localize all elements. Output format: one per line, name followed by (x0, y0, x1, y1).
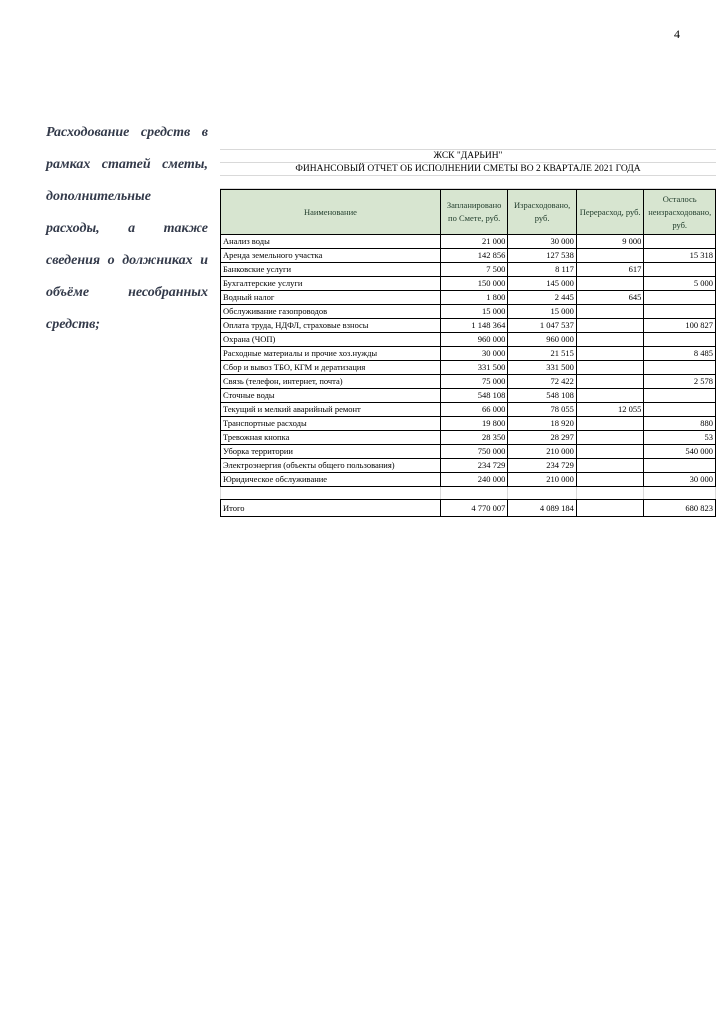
cell-plan: 150 000 (440, 277, 508, 291)
cell-name: Бухгалтерские услуги (221, 277, 441, 291)
side-word: средств (140, 125, 191, 140)
cell-over: 12 055 (576, 403, 644, 417)
cell-spent: 960 000 (508, 333, 577, 347)
side-word: сведения (46, 253, 101, 268)
side-word: о (107, 253, 115, 268)
cell-spent: 18 920 (508, 417, 577, 431)
table-row (221, 389, 716, 403)
side-line (46, 181, 208, 213)
cell-left (644, 459, 716, 473)
cell-over (576, 361, 644, 375)
page-number: 4 (674, 27, 680, 41)
cell-spent: 127 538 (508, 249, 577, 263)
blank-cell (576, 487, 644, 500)
side-word: должниках (122, 253, 193, 268)
table-row (221, 375, 716, 389)
table-row (221, 305, 716, 319)
cell-name: Транспортные расходы (221, 417, 441, 431)
cell-over (576, 277, 644, 291)
cell-left (644, 263, 716, 277)
cell-name: Тревожная кнопка (221, 431, 441, 445)
cell-spent: 78 055 (508, 403, 577, 417)
cell-plan: 66 000 (440, 403, 508, 417)
side-line (46, 277, 208, 309)
cell-name: Связь (телефон, интернет, почта) (221, 375, 441, 389)
side-line (46, 213, 208, 245)
side-word: расходы, (46, 221, 100, 236)
side-line (46, 309, 208, 341)
cell-over (576, 375, 644, 389)
cell-name: Аренда земельного участка (221, 249, 441, 263)
side-word: статей (101, 157, 151, 172)
cell-plan: 548 108 (440, 389, 508, 403)
total-left: 680 823 (644, 500, 716, 517)
cell-name: Анализ воды (221, 235, 441, 249)
table-row (221, 277, 716, 291)
cell-plan: 7 500 (440, 263, 508, 277)
cell-plan: 750 000 (440, 445, 508, 459)
cell-plan: 19 800 (440, 417, 508, 431)
cell-plan: 21 000 (440, 235, 508, 249)
cell-left (644, 403, 716, 417)
side-line (46, 149, 208, 181)
cell-plan: 30 000 (440, 347, 508, 361)
table-row (221, 473, 716, 487)
cell-name: Обслуживание газопроводов (221, 305, 441, 319)
total-name: Итого (221, 500, 441, 517)
cell-name: Юридическое обслуживание (221, 473, 441, 487)
blank-cell (221, 487, 441, 500)
side-word: объёме (46, 285, 90, 300)
cell-name: Сбор и вывоз ТБО, КГМ и дератизация (221, 361, 441, 375)
cell-name: Охрана (ЧОП) (221, 333, 441, 347)
header-left: Осталось неизрасходовано, руб. (644, 190, 716, 235)
cell-name: Уборка территории (221, 445, 441, 459)
header-over: Перерасход, руб. (576, 190, 644, 235)
cell-over (576, 473, 644, 487)
cell-spent: 8 117 (508, 263, 577, 277)
cell-left: 53 (644, 431, 716, 445)
side-paragraph (46, 117, 208, 341)
cell-over (576, 333, 644, 347)
total-spent: 4 089 184 (508, 500, 577, 517)
side-line (46, 117, 208, 149)
blank-cell (644, 487, 716, 500)
report-table (220, 189, 716, 517)
report-org: ЖСК "ДАРЬИН" (220, 150, 716, 163)
blank-cell (508, 487, 577, 500)
cell-spent: 234 729 (508, 459, 577, 473)
table-row (221, 249, 716, 263)
report-body (221, 235, 716, 487)
side-word: несобранных (128, 285, 208, 300)
table-header-row (221, 190, 716, 235)
side-line (46, 245, 208, 277)
cell-left (644, 235, 716, 249)
cell-over (576, 389, 644, 403)
side-word: также (163, 221, 208, 236)
cell-left: 30 000 (644, 473, 716, 487)
financial-report-sheet (220, 141, 716, 517)
table-row (221, 361, 716, 375)
table-row (221, 445, 716, 459)
cell-over: 645 (576, 291, 644, 305)
total-row (221, 500, 716, 517)
side-word: а (128, 221, 136, 236)
cell-over (576, 319, 644, 333)
table-row (221, 403, 716, 417)
cell-over (576, 459, 644, 473)
side-word: рамках (46, 157, 91, 172)
cell-spent: 548 108 (508, 389, 577, 403)
cell-left (644, 305, 716, 319)
table-row (221, 333, 716, 347)
total-plan: 4 770 007 (440, 500, 508, 517)
cell-plan: 28 350 (440, 431, 508, 445)
table-row (221, 347, 716, 361)
cell-over (576, 347, 644, 361)
cell-left: 540 000 (644, 445, 716, 459)
cell-spent: 331 500 (508, 361, 577, 375)
total-over (576, 500, 644, 517)
cell-over (576, 445, 644, 459)
side-word: дополнительные (46, 189, 151, 204)
cell-over (576, 431, 644, 445)
cell-over (576, 417, 644, 431)
cell-spent: 21 515 (508, 347, 577, 361)
cell-name: Электроэнергия (объекты общего пользования) (221, 459, 441, 473)
cell-left: 2 578 (644, 375, 716, 389)
cell-plan: 240 000 (440, 473, 508, 487)
cell-name: Текущий и мелкий аварийный ремонт (221, 403, 441, 417)
cell-plan: 142 856 (440, 249, 508, 263)
cell-over: 9 000 (576, 235, 644, 249)
report-title: ФИНАНСОВЫЙ ОТЧЕТ ОБ ИСПОЛНЕНИИ СМЕТЫ ВО 2 КВАРТАЛЕ 2021 ГОДА (220, 163, 716, 176)
cell-over (576, 305, 644, 319)
table-row (221, 319, 716, 333)
side-word: и (200, 253, 208, 268)
cell-plan: 1 148 364 (440, 319, 508, 333)
cell-spent: 210 000 (508, 445, 577, 459)
cell-name: Расходные материалы и прочие хоз.нужды (221, 347, 441, 361)
table-row (221, 291, 716, 305)
cell-left (644, 291, 716, 305)
blank-row (221, 487, 716, 500)
cell-name: Оплата труда, НДФЛ, страховые взносы (221, 319, 441, 333)
cell-plan: 75 000 (440, 375, 508, 389)
table-row (221, 235, 716, 249)
table-row (221, 431, 716, 445)
side-word: средств; (46, 317, 101, 332)
cell-left (644, 333, 716, 347)
table-row (221, 417, 716, 431)
side-word: Расходование (46, 125, 130, 140)
cell-plan: 15 000 (440, 305, 508, 319)
cell-left: 880 (644, 417, 716, 431)
cell-spent: 28 297 (508, 431, 577, 445)
cell-over (576, 249, 644, 263)
side-word: в (201, 125, 208, 140)
cell-name: Банковские услуги (221, 263, 441, 277)
cell-left: 8 485 (644, 347, 716, 361)
cell-left: 15 318 (644, 249, 716, 263)
cell-left: 100 827 (644, 319, 716, 333)
cell-name: Водный налог (221, 291, 441, 305)
cell-left: 5 000 (644, 277, 716, 291)
cell-plan: 1 800 (440, 291, 508, 305)
cell-name: Сточные воды (221, 389, 441, 403)
cell-spent: 72 422 (508, 375, 577, 389)
side-word: сметы, (162, 157, 208, 172)
header-name: Наименование (221, 190, 441, 235)
cell-spent: 30 000 (508, 235, 577, 249)
header-plan: Запланировано по Смете, руб. (440, 190, 508, 235)
blank-cell (440, 487, 508, 500)
cell-spent: 145 000 (508, 277, 577, 291)
cell-plan: 234 729 (440, 459, 508, 473)
cell-spent: 210 000 (508, 473, 577, 487)
sheet-gridline (220, 176, 716, 189)
cell-spent: 2 445 (508, 291, 577, 305)
cell-spent: 15 000 (508, 305, 577, 319)
cell-left (644, 389, 716, 403)
cell-left (644, 361, 716, 375)
table-row (221, 263, 716, 277)
table-row (221, 459, 716, 473)
cell-plan: 331 500 (440, 361, 508, 375)
header-spent: Израсходовано, руб. (508, 190, 577, 235)
cell-spent: 1 047 537 (508, 319, 577, 333)
cell-over: 617 (576, 263, 644, 277)
cell-plan: 960 000 (440, 333, 508, 347)
sheet-gridline (220, 141, 716, 150)
